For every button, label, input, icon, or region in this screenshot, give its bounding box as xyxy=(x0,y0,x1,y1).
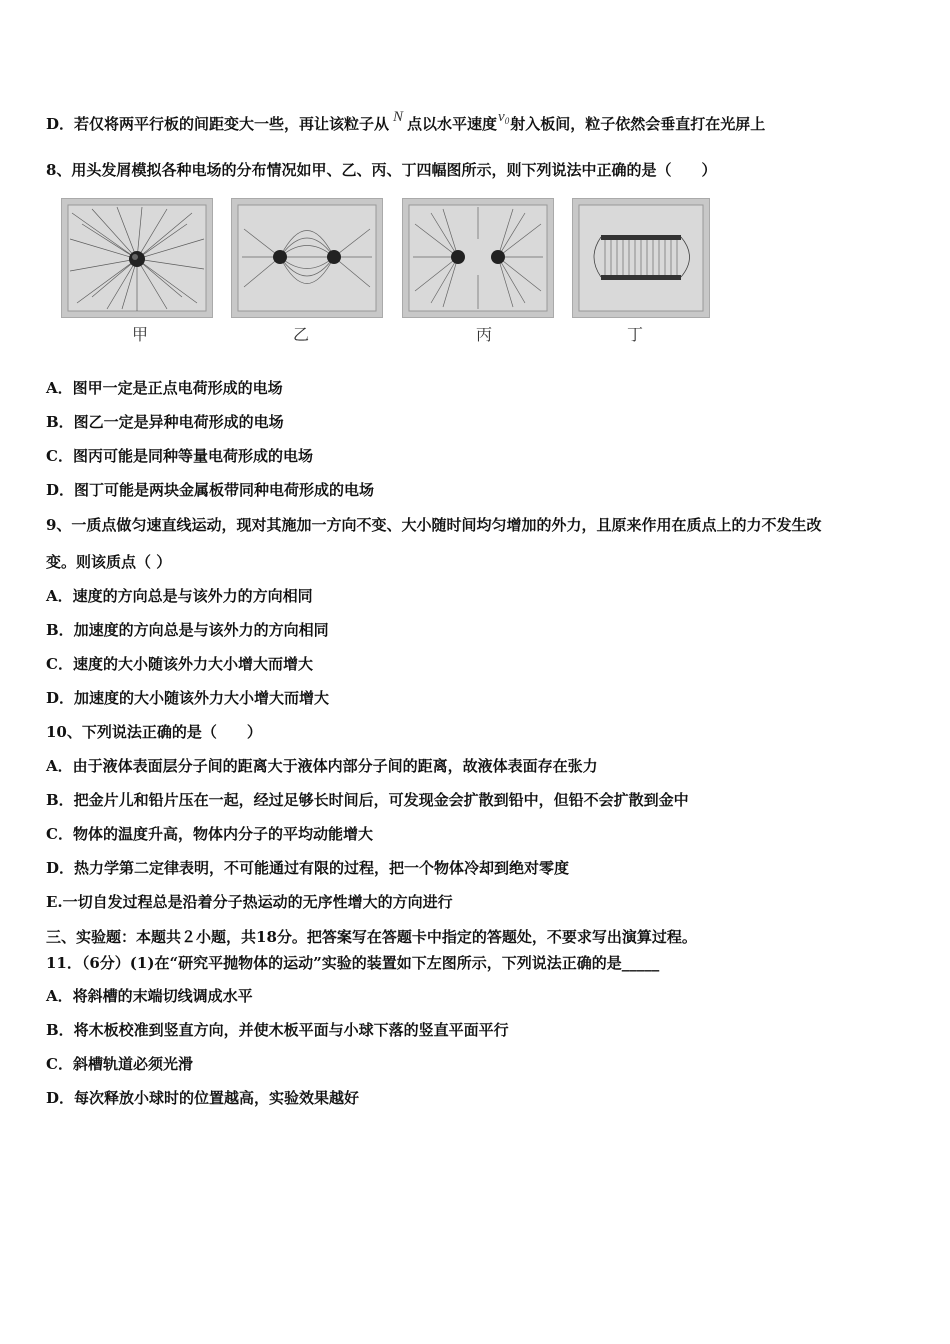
q11-option-b: B．将木板校准到竖直方向，并使木板平面与小球下落的竖直平面平行 xyxy=(46,1021,509,1039)
q7d-text-pre: D．若仅将两平行板的间距变大一些，再让该粒子从 xyxy=(46,115,390,133)
q9-option-b: B．加速度的方向总是与该外力的方向相同 xyxy=(46,621,329,639)
q8-stem: 8、用头发屑模拟各种电场的分布情况如甲、乙、丙、丁四幅图所示，则下列说法中正确的是（ ） xyxy=(46,161,717,179)
symbol-v0: $v_0$ xyxy=(498,109,510,126)
figure-label-jia: 甲 xyxy=(131,325,148,344)
figure-yi xyxy=(231,198,383,318)
q11-option-a: A．将斜槽的末端切线调成水平 xyxy=(46,987,253,1005)
field-image-parallel-plates xyxy=(573,199,709,317)
figure-ding xyxy=(572,198,710,318)
section-3-heading: 三、实验题：本题共２小题，共18分。把答案写在答题卡中指定的答题处，不要求写出演算过程。 xyxy=(46,928,697,946)
q11-stem: 11．（6分）(1)在“研究平抛物体的运动”实验的装置如下左图所示，下列说法正确的是_____ xyxy=(46,954,660,972)
q9-option-d: D．加速度的大小随该外力大小增大而增大 xyxy=(46,689,330,707)
q8-option-d: D．图丁可能是两块金属板带同种电荷形成的电场 xyxy=(46,481,375,499)
q8-option-c: C．图丙可能是同种等量电荷形成的电场 xyxy=(46,447,313,465)
q8-option-b: B．图乙一定是异种电荷形成的电场 xyxy=(46,413,284,431)
figure-bing xyxy=(402,198,554,318)
q9-option-a: A．速度的方向总是与该外力的方向相同 xyxy=(46,587,313,605)
q11-option-c: C．斜槽轨道必须光滑 xyxy=(46,1055,193,1073)
q10-option-a: A．由于液体表面层分子间的距离大于液体内部分子间的距离，故液体表面存在张力 xyxy=(46,757,598,775)
q10-option-e: E.一切自发过程总是沿着分子热运动的无序性增大的方向进行 xyxy=(46,893,453,911)
q7-option-d xyxy=(46,109,766,139)
q7d-text-mid: 点以水平速度 xyxy=(407,115,498,133)
figure-label-bing: 丙 xyxy=(475,325,492,344)
field-image-like-charges xyxy=(403,199,553,317)
figure-jia xyxy=(61,198,213,318)
q8-option-a: A．图甲一定是正点电荷形成的电场 xyxy=(46,379,283,397)
figure-label-ding: 丁 xyxy=(626,325,643,344)
q10-stem: 10、下列说法正确的是（ ） xyxy=(46,723,262,741)
q10-option-b: B．把金片儿和铅片压在一起，经过足够长时间后，可发现金会扩散到铅中，但铅不会扩散到金中 xyxy=(46,791,689,809)
q10-option-d: D．热力学第二定律表明，不可能通过有限的过程，把一个物体冷却到绝对零度 xyxy=(46,859,570,877)
q9-stem-line1: 9、一质点做匀速直线运动，现对其施加一方向不变、大小随时间均匀增加的外力，且原来作用在质点上的力不发生改 xyxy=(46,516,822,534)
field-image-point-charge xyxy=(62,199,212,317)
figure-label-yi: 乙 xyxy=(292,325,309,344)
q9-option-c: C．速度的大小随该外力大小增大而增大 xyxy=(46,655,313,673)
symbol-n: N xyxy=(393,109,404,125)
q10-option-c: C．物体的温度升高，物体内分子的平均动能增大 xyxy=(46,825,373,843)
field-image-opposite-charges xyxy=(232,199,382,317)
q7d-text-post: 射入板间，粒子依然会垂直打在光屏上 xyxy=(510,115,766,133)
q11-option-d: D．每次释放小球时的位置越高，实验效果越好 xyxy=(46,1089,360,1107)
q9-stem-line2: 变。则该质点（ ） xyxy=(46,553,172,571)
